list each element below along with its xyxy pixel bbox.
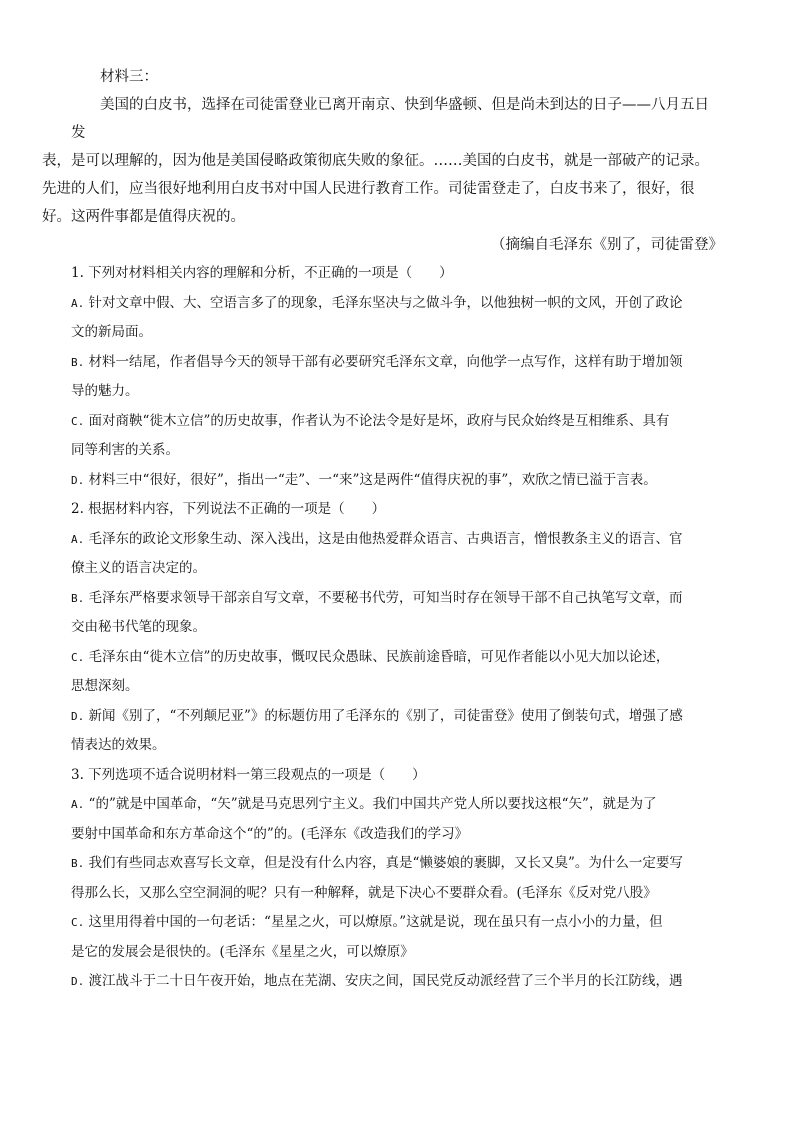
option-text: 毛泽东的政论文形象生动、深入浅出，这是由他热爱群众语言、古典语言，憎恨教条主义的语言、官 [88, 530, 683, 547]
option-text: 针对文章中假、大、空语言多了的现象，毛泽东坚决与之做斗争，以他独树一帜的文风，开创了政论 [88, 294, 683, 311]
option-text: 材料一结尾，作者倡导今天的领导干部有必要研究毛泽东文章，向他学一点写作，这样有助于增加领 [88, 353, 683, 370]
question-3 [71, 761, 723, 997]
option-b[interactable] [71, 348, 723, 407]
question-1 [71, 259, 723, 495]
option-text: 材料三中“很好，很好”，指出一“走”、一“来”这是两件“值得庆祝的事”，欢欣之情已溢于言表。 [88, 471, 657, 488]
option-c[interactable] [71, 908, 723, 967]
material-three-source: （摘编自毛泽东《别了，司徒雷登》 [491, 237, 723, 253]
option-letter: A. [71, 532, 85, 546]
option-letter: A. [71, 798, 85, 811]
option-letter: B. [71, 355, 85, 369]
material-three-line: 表，是可以理解的，因为他是美国侵略政策彻底失败的象征。……美国的白皮书，就是一部破产的记录。 [42, 153, 709, 169]
option-text: 我们有些同志欢喜写长文章，但是没有什么内容，真是“懒婆娘的裹脚，又长又臭”。为什么一定要写 [88, 855, 683, 871]
option-text: 面对商鞅“徙木立信”的历史故事，作者认为不论法令是好是坏，政府与民众始终是互相维系、具有 [88, 412, 670, 429]
option-text: 毛泽东由“徙木立信”的历史故事，慨叹民众愚昧、民族前途昏暗，可见作者能以小见大加以论述， [88, 648, 670, 665]
material-three [42, 63, 723, 259]
option-letter: B. [71, 591, 85, 605]
option-text: “的”就是中国革命，“矢”就是马克思列宁主义。我们中国共产党人所以要找这根“矢”，就是为了 [88, 796, 657, 812]
option-c[interactable] [71, 407, 723, 466]
option-d[interactable] [71, 466, 723, 496]
option-text: 得那么长，又那么空空洞洞的呢？只有一种解释，就是下决心不要群众看。(毛泽东《反对党八股》 [71, 884, 657, 901]
option-text: 新闻《别了，“不列颠尼亚”》的标题仿用了毛泽东的《别了，司徒雷登》使用了倒装句式，增强了感 [88, 707, 683, 724]
option-letter: A. [71, 296, 85, 310]
option-text: 思想深刻。 [71, 678, 139, 694]
question-2 [71, 495, 723, 761]
option-letter: B. [71, 857, 85, 870]
material-three-line: 好。这两件事都是值得庆祝的。 [42, 209, 245, 225]
option-a[interactable] [71, 289, 723, 348]
option-text: 这里用得着中国的一句老话：“星星之火，可以燎原。”这就是说，现在虽只有一点小小的力量，但 [88, 914, 663, 930]
option-letter: C. [71, 650, 85, 664]
option-text: 是它的发展会是很快的。(毛泽东《星星之火，可以燎原》 [71, 943, 414, 960]
option-text: 导的魅力。 [71, 383, 139, 399]
question-stem: 2. 根据材料内容，下列说法不正确的一项是（ ） [71, 501, 386, 517]
question-stem: 1. 下列对材料相关内容的理解和分析，不正确的一项是（ ） [71, 265, 453, 281]
option-a[interactable] [71, 790, 723, 849]
option-b[interactable] [71, 849, 723, 908]
option-text: 文的新局面。 [71, 324, 152, 340]
option-a[interactable] [71, 525, 723, 584]
option-text: 交由秘书代笔的现象。 [71, 619, 206, 635]
material-three-heading: 材料三： [100, 69, 158, 85]
option-text: 渡江战斗于二十日午夜开始，地点在芜湖、安庆之间，国民党反动派经营了三个半月的长江防线，遇 [88, 973, 683, 989]
option-d[interactable] [71, 967, 723, 997]
material-three-paragraph [42, 91, 723, 231]
option-text: 要射中国革命和东方革命这个“的”的。(毛泽东《改造我们的学习》 [71, 825, 469, 842]
option-d[interactable] [71, 702, 723, 761]
question-stem: 3. 下列选项不适合说明材料一第三段观点的一项是（ ） [71, 766, 426, 783]
option-letter: C. [71, 414, 85, 428]
option-letter: C. [71, 916, 85, 929]
option-letter: D. [71, 975, 85, 988]
option-letter: D. [71, 709, 85, 723]
option-b[interactable] [71, 584, 723, 643]
option-letter: D. [71, 473, 85, 487]
option-text: 同等利害的关系。 [71, 442, 179, 458]
material-three-line: 先进的人们，应当很好地利用白皮书对中国人民进行教育工作。司徒雷登走了，白皮书来了，很好，很 [42, 181, 695, 197]
option-text: 僚主义的语言决定的。 [71, 560, 206, 576]
option-text: 毛泽东严格要求领导干部亲自写文章，不要秘书代劳，可知当时存在领导干部不自己执笔写文章，而 [88, 589, 683, 606]
option-c[interactable] [71, 643, 723, 702]
document-content [42, 63, 723, 997]
material-three-line: 美国的白皮书，选择在司徒雷登业已离开南京、快到华盛顿、但是尚未到达的日子——八月五日发 [71, 97, 709, 141]
option-text: 情表达的效果。 [71, 737, 166, 753]
